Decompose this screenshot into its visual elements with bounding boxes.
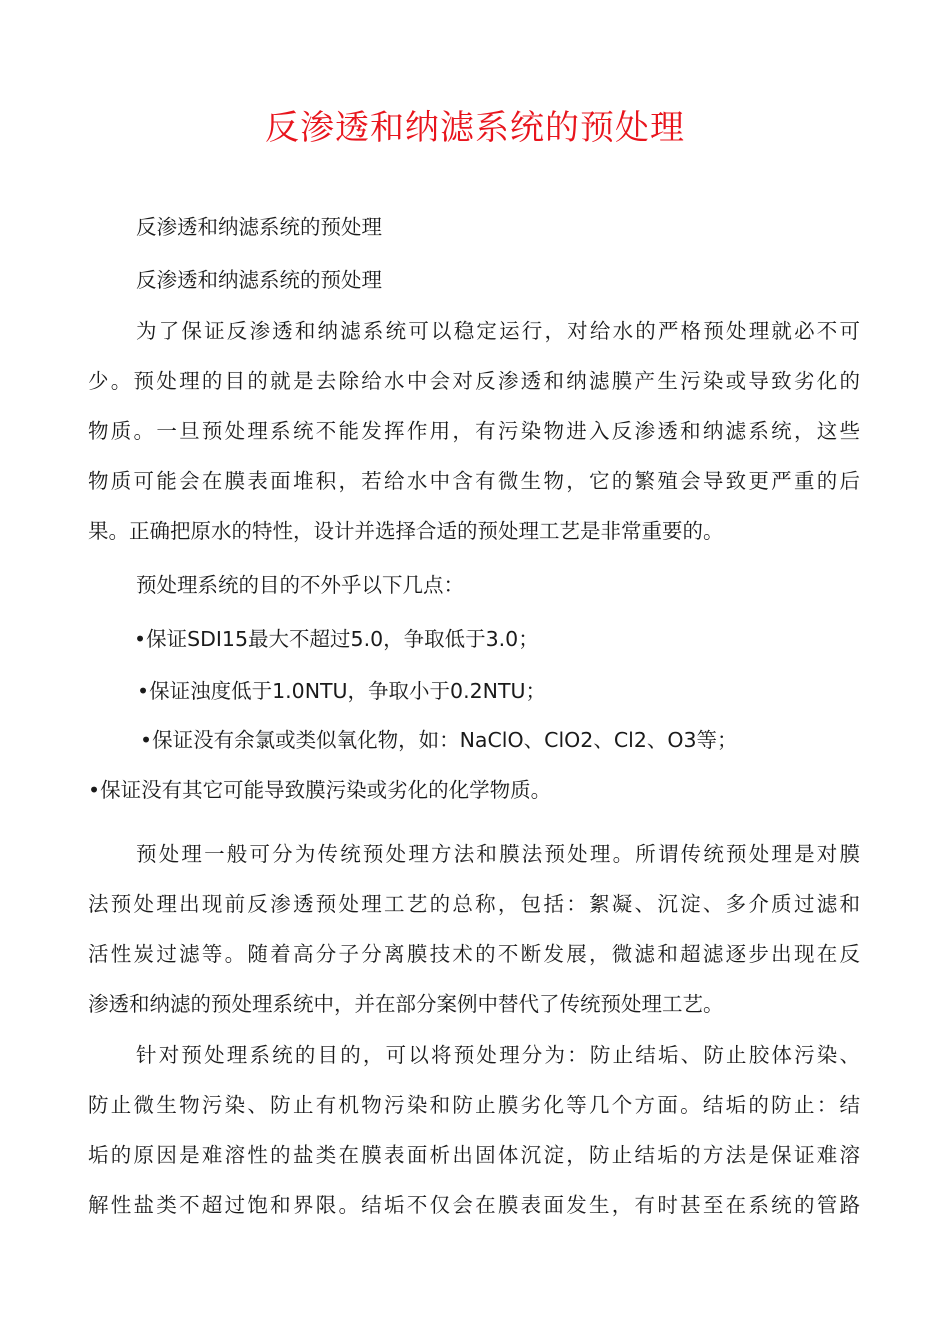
subtitle-line: 反渗透和纳滤系统的预处理 [136, 268, 382, 292]
paragraph-line: 防止微生物污染、防止有机物污染和防止膜劣化等几个方面。结垢的防止：结 [88, 1093, 860, 1117]
paragraph-line: 物质可能会在膜表面堆积，若给水中含有微生物，它的繁殖会导致更严重的后 [88, 469, 860, 493]
paragraph-line: 果。正确把原水的特性，设计并选择合适的预处理工艺是非常重要的。 [88, 519, 724, 543]
list-item: •保证SDI15最大不超过5.0，争取低于3.0； [134, 627, 539, 651]
paragraph-line: 针对预处理系统的目的，可以将预处理分为：防止结垢、防止胶体污染、 [136, 1043, 860, 1067]
paragraph-line: 垢的原因是难溶性的盐类在膜表面析出固体沉淀，防止结垢的方法是保证难溶 [88, 1143, 860, 1167]
subtitle-line: 反渗透和纳滤系统的预处理 [136, 215, 382, 239]
page-title: 反渗透和纳滤系统的预处理 [265, 108, 685, 148]
paragraph-line: 活性炭过滤等。随着高分子分离膜技术的不断发展，微滤和超滤逐步出现在反 [88, 942, 860, 966]
paragraph-line: 预处理系统的目的不外乎以下几点： [136, 573, 464, 597]
list-item: •保证浊度低于1.0NTU，争取小于0.2NTU； [137, 679, 547, 703]
list-item: •保证没有余氯或类似氧化物，如：NaClO、ClO2、Cl2、O3等； [140, 728, 738, 752]
paragraph-line: 法预处理出现前反渗透预处理工艺的总称，包括：絮凝、沉淀、多介质过滤和 [88, 892, 860, 916]
paragraph-line: 少。预处理的目的就是去除给水中会对反渗透和纳滤膜产生污染或导致劣化的 [88, 369, 860, 393]
paragraph-line: 渗透和纳滤的预处理系统中，并在部分案例中替代了传统预处理工艺。 [88, 992, 724, 1016]
paragraph-line: 物质。一旦预处理系统不能发挥作用，有污染物进入反渗透和纳滤系统，这些 [88, 419, 860, 443]
paragraph-line: 为了保证反渗透和纳滤系统可以稳定运行，对给水的严格预处理就必不可 [136, 319, 860, 343]
paragraph-line: 预处理一般可分为传统预处理方法和膜法预处理。所谓传统预处理是对膜 [136, 842, 860, 866]
list-item: •保证没有其它可能导致膜污染或劣化的化学物质。 [88, 778, 552, 802]
paragraph-line: 解性盐类不超过饱和界限。结垢不仅会在膜表面发生，有时甚至在系统的管路 [88, 1193, 860, 1217]
